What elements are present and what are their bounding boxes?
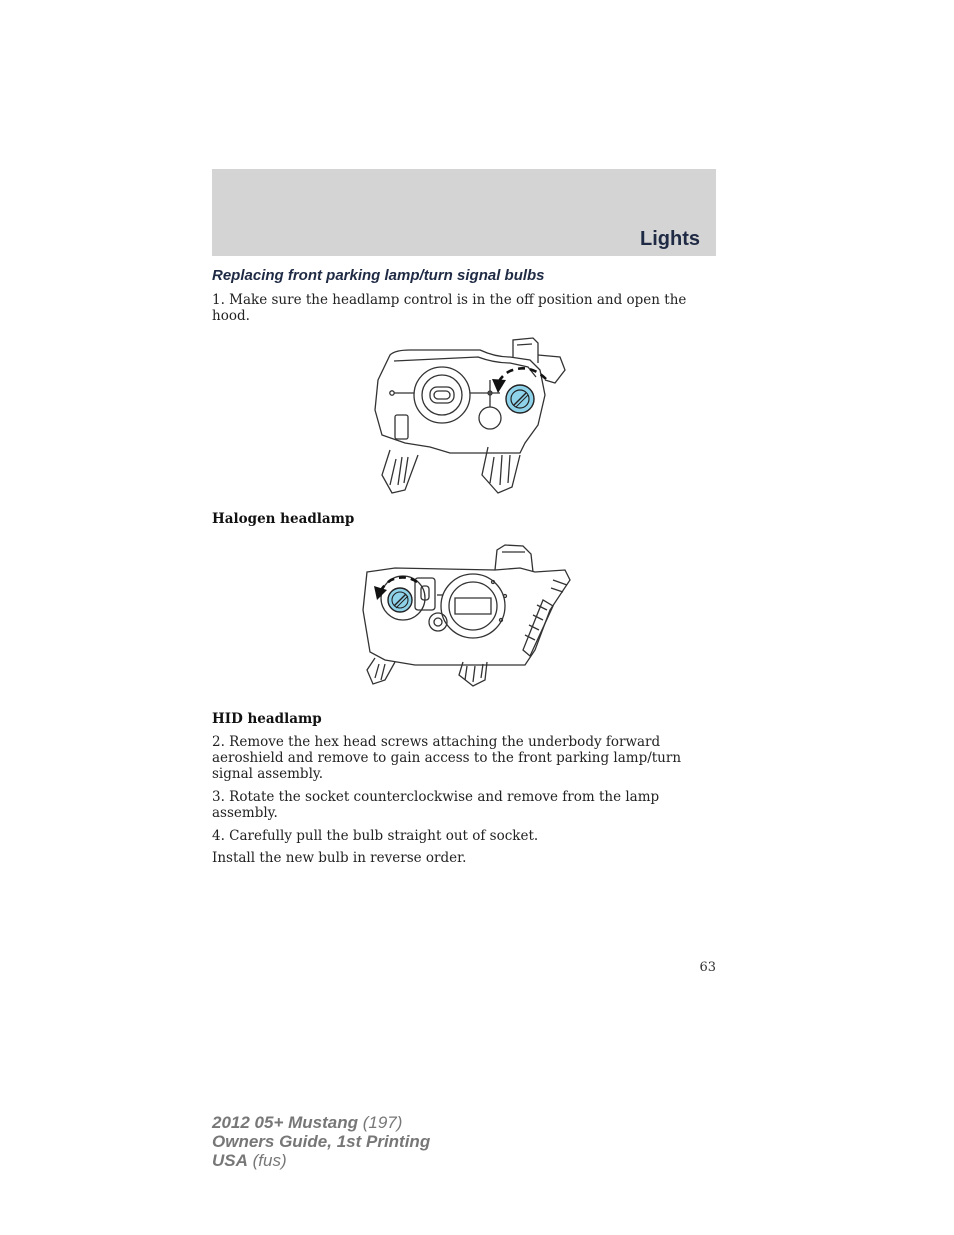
- hid-caption: HID headlamp: [212, 711, 322, 727]
- footer-line-3: [212, 1151, 430, 1170]
- header-bar: [212, 169, 716, 256]
- footer-model: 2012 05+ Mustang: [212, 1113, 358, 1132]
- step-2-text: 2. Remove the hex head screws attaching the underbody forward aeroshield and remove to gain access to the front parking lamp/turn signal assembly.: [212, 734, 682, 782]
- page-number: 63: [699, 960, 716, 975]
- footer-line-1: [212, 1113, 430, 1132]
- hid-headlamp-figure: [355, 540, 580, 690]
- step-4-text: 4. Carefully pull the bulb straight out of socket.: [212, 828, 539, 844]
- footer-imprint: [212, 1113, 430, 1170]
- step-1-text: 1. Make sure the headlamp control is in the off position and open the hood.: [212, 292, 687, 324]
- footer-market-code: (fus): [247, 1151, 287, 1170]
- halogen-caption: Halogen headlamp: [212, 511, 355, 527]
- section-heading: Replacing front parking lamp/turn signal bulbs: [212, 267, 545, 284]
- final-instruction-text: Install the new bulb in reverse order.: [212, 850, 467, 866]
- step-3-text: 3. Rotate the socket counterclockwise and remove from the lamp assembly.: [212, 789, 660, 821]
- footer-market: USA: [212, 1151, 248, 1170]
- chapter-title: Lights: [640, 228, 700, 250]
- footer-line-2: [212, 1132, 430, 1151]
- footer-edition: Owners Guide, 1st Printing: [212, 1132, 431, 1151]
- footer-model-code: (197): [358, 1113, 403, 1132]
- halogen-headlamp-figure: [370, 335, 580, 495]
